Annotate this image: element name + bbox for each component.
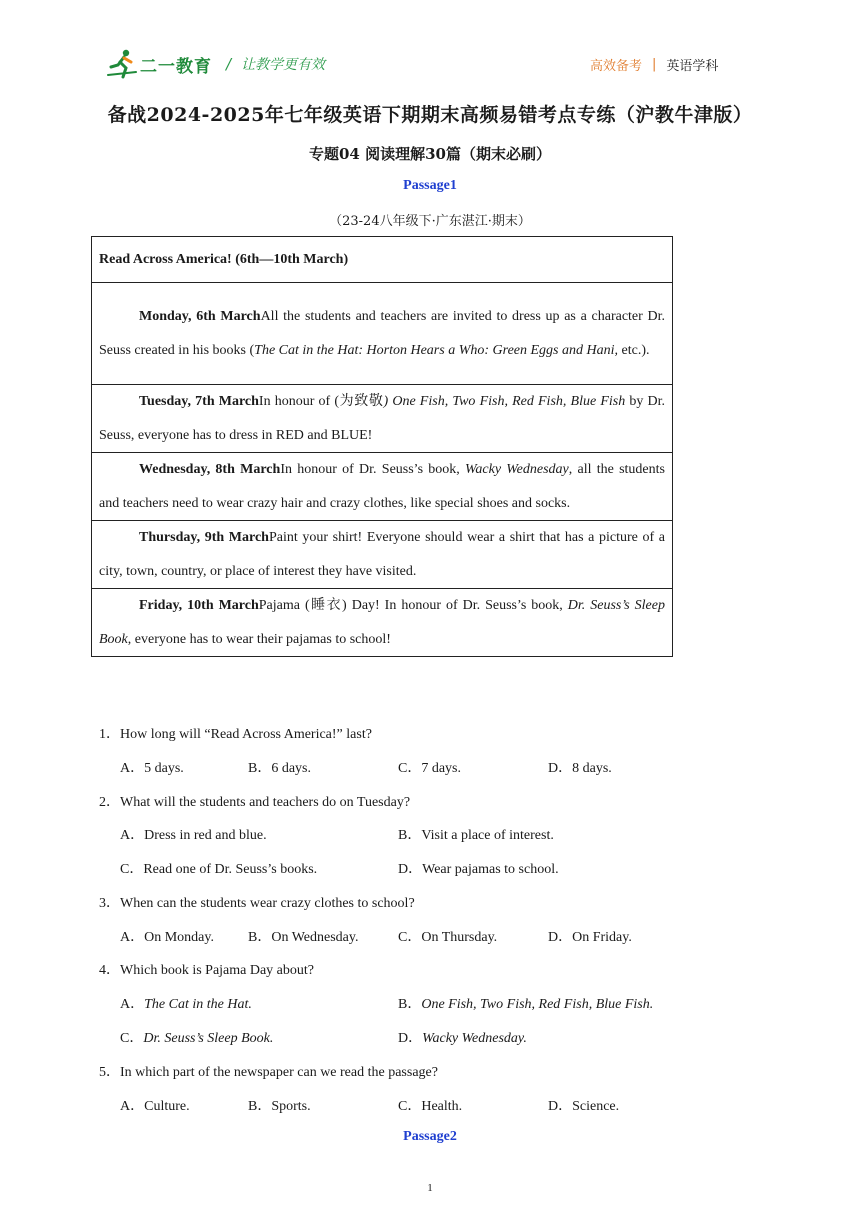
document-title: 备战2024-2025年七年级英语下期期末高频易错考点专练（沪教牛津版） bbox=[107, 104, 753, 126]
event-table bbox=[91, 236, 673, 657]
day-label: Tuesday, 7th March bbox=[139, 394, 259, 409]
table-cell bbox=[92, 283, 673, 385]
question-stem: 2．What will the students and teachers do on Tuesday? bbox=[99, 795, 411, 810]
cell-text: Pajama (睡衣) Day! In honour of Dr. Seuss’s book, bbox=[258, 598, 568, 613]
question-stem: 4．Which book is Pajama Day about? bbox=[99, 963, 315, 978]
option-text: The Cat in the Hat. bbox=[144, 997, 252, 1012]
option-d[interactable]: D．On Friday. bbox=[548, 930, 632, 945]
option-text: Wacky Wednesday. bbox=[422, 1031, 527, 1046]
logo-text: 二一教育 bbox=[140, 56, 212, 77]
cell-text: All the students and teachers are invited to dress up as a character Dr. Seuss created in his books ( bbox=[99, 309, 666, 358]
header-separator: | bbox=[652, 57, 657, 72]
option-c[interactable]: C．On Thursday. bbox=[398, 930, 498, 945]
table-row bbox=[92, 453, 673, 521]
day-label: Wednesday, 8th March bbox=[139, 462, 281, 477]
header-right bbox=[590, 55, 718, 74]
day-label: Friday, 10th March bbox=[139, 598, 259, 613]
option-a[interactable]: A．Culture. bbox=[120, 1099, 190, 1114]
option-letter: D． bbox=[398, 1031, 423, 1046]
table-row bbox=[92, 521, 673, 589]
option-letter: C． bbox=[120, 1031, 144, 1046]
logo bbox=[106, 48, 325, 80]
option-b[interactable]: B．On Wednesday. bbox=[248, 930, 359, 945]
option-letter: A． bbox=[120, 997, 145, 1012]
runner-logo-icon bbox=[106, 48, 138, 80]
cell-text: Paint your shirt! Everyone should wear a shirt that has a picture of a city, town, country, or place of interest they have visited. bbox=[99, 530, 665, 579]
table-row bbox=[92, 385, 673, 453]
book-title: ) One Fish, Two Fish, Red Fish, Blue Fish bbox=[383, 394, 626, 409]
option-text: Dr. Seuss’s Sleep Book. bbox=[143, 1031, 274, 1046]
option-d[interactable] bbox=[398, 1027, 527, 1047]
cell-text-end: etc.). bbox=[618, 342, 650, 358]
option-d[interactable]: D．Science. bbox=[548, 1099, 620, 1114]
passage2-label: Passage2 bbox=[403, 1129, 457, 1144]
book-title: Dr. Seuss’s Sleep Book bbox=[99, 598, 665, 647]
passage1-label: Passage1 bbox=[403, 178, 457, 193]
option-a[interactable]: A．On Monday. bbox=[120, 930, 214, 945]
option-b[interactable]: B．Sports. bbox=[248, 1099, 311, 1114]
page-number: 1 bbox=[427, 1182, 433, 1194]
table-cell bbox=[92, 589, 673, 657]
book-titles: The Cat in the Hat: Horton Hears a Who: Green Eggs and Hani, bbox=[254, 342, 618, 358]
day-label: Monday, 6th March bbox=[139, 309, 261, 324]
question-stem: 3．When can the students wear crazy clothes to school? bbox=[99, 896, 415, 911]
table-cell bbox=[92, 385, 673, 453]
header-tag-prep: 高效备考 bbox=[590, 59, 643, 74]
option-c[interactable]: C．7 days. bbox=[398, 761, 461, 776]
option-b[interactable]: B．6 days. bbox=[248, 761, 311, 776]
cell-text-end: by Dr. Seuss, everyone has to dress in RED and BLUE! bbox=[99, 394, 665, 443]
table-heading: Read Across America! (6th—10th March) bbox=[92, 237, 673, 283]
cell-text: In honour of Dr. Seuss’s book, bbox=[280, 462, 466, 477]
option-b[interactable]: B．Visit a place of interest. bbox=[398, 828, 554, 843]
table-row bbox=[92, 283, 673, 385]
question-stem: 1．How long will “Read Across America!” last? bbox=[99, 727, 372, 742]
document-subtitle: 专题04 阅读理解30篇（期末必刷） bbox=[309, 145, 551, 163]
option-b[interactable] bbox=[398, 993, 653, 1013]
question-stem: 5．In which part of the newspaper can we read the passage? bbox=[99, 1065, 438, 1080]
option-c[interactable]: C．Health. bbox=[398, 1099, 463, 1114]
option-d[interactable]: D．Wear pajamas to school. bbox=[398, 862, 559, 877]
table-cell bbox=[92, 521, 673, 589]
table-cell bbox=[92, 453, 673, 521]
option-a[interactable]: A．Dress in red and blue. bbox=[120, 828, 267, 843]
option-a[interactable] bbox=[120, 993, 252, 1013]
table-header-row bbox=[92, 237, 673, 283]
book-title: Wacky Wednesday bbox=[465, 462, 569, 477]
header-tag-subject: 英语学科 bbox=[666, 59, 719, 74]
logo-divider: / bbox=[226, 55, 232, 73]
cell-text-end: , everyone has to wear their pajamas to school! bbox=[127, 631, 391, 647]
option-a[interactable]: A．5 days. bbox=[120, 761, 184, 776]
option-c[interactable]: C．Read one of Dr. Seuss’s books. bbox=[120, 862, 318, 877]
option-letter: B． bbox=[398, 997, 422, 1012]
page-header bbox=[0, 0, 860, 90]
cell-text: In honour of (为致敬 bbox=[258, 394, 384, 409]
option-d[interactable]: D．8 days. bbox=[548, 761, 612, 776]
logo-slogan: 让教学更有效 bbox=[241, 57, 326, 73]
table-row bbox=[92, 589, 673, 657]
cell-text-end: , all the students and teachers need to wear crazy hair and crazy clothes, like special shoes and socks. bbox=[99, 462, 665, 511]
passage-source: （23-24八年级下·广东湛江·期末） bbox=[329, 214, 531, 229]
day-label: Thursday, 9th March bbox=[139, 530, 269, 545]
option-c[interactable] bbox=[120, 1027, 273, 1047]
option-text: One Fish, Two Fish, Red Fish, Blue Fish. bbox=[421, 997, 654, 1012]
